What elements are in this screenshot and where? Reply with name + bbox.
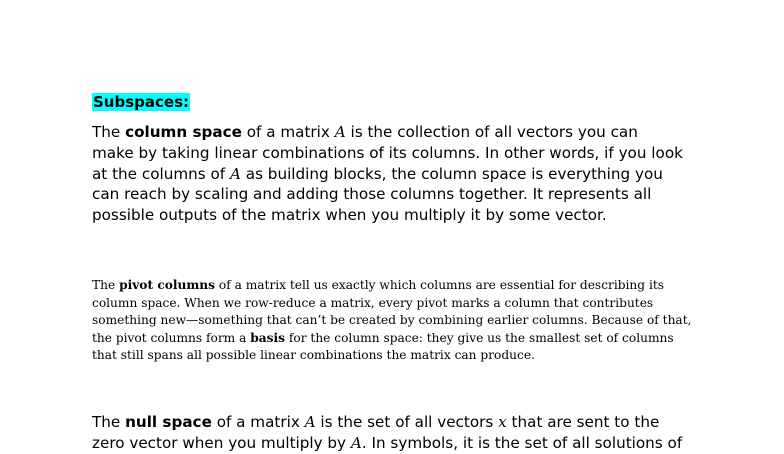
text-run: column space. When we row-reduce a matrix, every pivot marks a column that contributes — [92, 295, 654, 310]
text-run: possible outputs of the matrix when you multiply it by some vector. — [92, 206, 607, 225]
text-run: as building blocks, the column space is everything you — [240, 164, 663, 183]
term-pivot-columns: pivot columns — [119, 278, 215, 292]
term-column-space: column space — [125, 123, 242, 141]
paragraph-line — [92, 164, 707, 185]
paragraph-line — [92, 295, 702, 313]
text-run: . In symbols, it is the set of all solutions of — [361, 433, 683, 452]
paragraph-line — [92, 122, 707, 143]
text-run: of a matrix tell us exactly which columns are essential for describing its — [214, 278, 665, 292]
paragraph-line — [92, 312, 702, 330]
paragraph-line — [92, 143, 707, 164]
paragraph-line — [92, 184, 707, 205]
paragraph-line — [92, 347, 702, 365]
paragraph-line — [92, 412, 707, 433]
text-run: for the column space: they give us the smallest set of columns — [285, 330, 674, 345]
section-heading — [92, 92, 190, 112]
text-run: of a matrix — [241, 123, 335, 141]
pivot-columns-paragraph — [92, 277, 702, 365]
math-symbol: A — [229, 164, 241, 183]
text-run: The — [92, 413, 126, 431]
text-run: that are sent to the — [506, 413, 660, 431]
paragraph-line — [92, 277, 702, 295]
text-run: The — [92, 278, 120, 292]
paragraph-line — [92, 205, 707, 226]
text-run: can reach by scaling and adding those columns together. It represents all — [92, 185, 652, 204]
text-run: make by taking linear combinations of its columns. In other words, if you look — [92, 143, 683, 162]
term-null-space: null space — [125, 413, 212, 431]
null-space-paragraph — [92, 412, 707, 454]
math-symbol: A — [334, 123, 346, 141]
text-run: is the collection of all vectors you can — [345, 123, 638, 141]
paragraph-line — [92, 330, 702, 348]
math-symbol: A — [350, 433, 362, 452]
text-run: of a matrix — [211, 413, 305, 431]
paragraph-line — [92, 433, 707, 454]
heading-highlight: Subspaces: — [93, 93, 189, 111]
text-run: The — [92, 123, 126, 141]
math-symbol: A — [304, 413, 316, 431]
text-run: that still spans all possible linear combinations the matrix can produce. — [92, 348, 535, 363]
text-run: zero vector when you multiply by — [92, 433, 351, 452]
text-run: is the set of all vectors — [315, 413, 499, 431]
text-run: the pivot columns form a — [92, 330, 251, 345]
term-basis: basis — [250, 330, 285, 345]
text-run: something new—something that can’t be created by combining earlier columns. Because of that, — [92, 313, 692, 328]
text-run: at the columns of — [92, 164, 230, 183]
column-space-paragraph — [92, 122, 707, 226]
math-symbol: x — [498, 413, 507, 431]
